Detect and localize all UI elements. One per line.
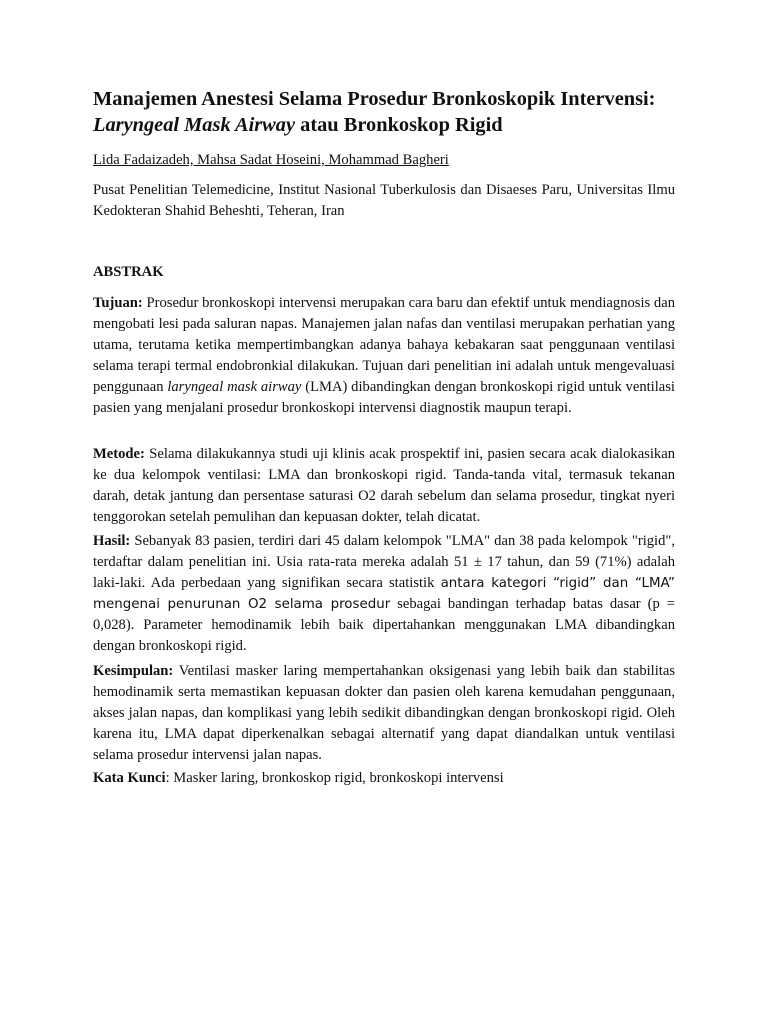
title-line-1: Manajemen Anestesi Selama Prosedur Bronkoskopik Intervensi: (93, 88, 656, 110)
tujuan-text-a: Prosedur bronkoskopi intervensi merupakan cara baru dan efektif untuk mendiagnosis dan mengobati lesi pada saluran napas. Manajemen jalan nafas dan ventilasi merupakan perhatian yang utama, terutama ketika mempertimbangkan adanya bahaya kebakaran saat penggunaan ventilasi selama terapi termal endobronkial dilakukan. Tujuan dari penelitian ini adalah untuk mengevaluasi penggunaan (93, 295, 675, 395)
abstract-metode (93, 444, 675, 528)
keywords-label: Kata Kunci (93, 770, 166, 786)
kesimpulan-text: Ventilasi masker laring mempertahankan oksigenasi yang lebih baik dan stabilitas hemodinamik serta memastikan kepuasan dokter dan pasien oleh karena kemudahan penggunaan, akses jalan napas, dan komplikasi yang lebih sedikit dibandingkan dengan bronkoskopi rigid. Oleh karena itu, LMA dapat diperkenalkan sebagai alternatif yang dapat diandalkan untuk ventilasi selama prosedur intervensi jalan napas. (93, 663, 675, 763)
tujuan-italic: laryngeal mask airway (167, 379, 302, 395)
affiliation: Pusat Penelitian Telemedicine, Institut Nasional Tuberkulosis dan Disaeses Paru, Universitas Ilmu Kedokteran Shahid Beheshti, Teheran, Iran (93, 182, 675, 219)
keywords (93, 768, 675, 789)
metode-text: Selama dilakukannya studi uji klinis acak prospektif ini, pasien secara acak dialokasikan ke dua kelompok ventilasi: LMA dan bronkoskopi rigid. Tanda-tanda vital, termasuk tekanan darah, detak jantung dan persentase saturasi O2 darah sebelum dan selama prosedur, tingkat nyeri tenggorokan setelah pemulihan dan kepuasan dokter, telah dicatat. (93, 446, 675, 525)
metode-label: Metode: (93, 446, 145, 462)
abstract-kesimpulan (93, 661, 675, 766)
keywords-text: : Masker laring, bronkoskop rigid, bronkoskopi intervensi (165, 770, 504, 786)
abstract-hasil (93, 531, 675, 657)
hasil-sans-text: antara kategori “rigid” dan “LMA” mengenai penurunan O2 selama prosedur (93, 576, 675, 612)
hasil-label: Hasil: (93, 533, 131, 549)
tujuan-text-b: (LMA) dibandingkan dengan bronkoskopi rigid untuk ventilasi pasien yang menjalani prosedur bronkoskopi intervensi diagnostik maupun terapi. (93, 379, 675, 416)
title-italic: Laryngeal Mask Airway (93, 114, 296, 136)
abstract-tujuan (93, 293, 675, 419)
paper-title (93, 86, 683, 138)
hasil-text-a: Sebanyak 83 pasien, terdiri dari 45 dalam kelompok "LMA" dan 38 pada kelompok "rigid", terdaftar dalam penelitian ini. Usia rata-rata mereka adalah 51 ± 17 tahun, dan 59 (71%) adalah laki-laki. Ada perbedaan yang signifikan secara statistik (93, 533, 675, 591)
hasil-text-b: sebagai bandingan terhadap batas dasar (p = 0,028). Parameter hemodinamik lebih baik dipertahankan menggunakan LMA dibandingkan dengan bronkoskopi rigid. (93, 596, 675, 654)
author-list: Lida Fadaizadeh, Mahsa Sadat Hoseini, Mohammad Bagheri (93, 152, 449, 168)
tujuan-label: Tujuan: (93, 295, 143, 311)
title-rest: atau Bronkoskop Rigid (295, 114, 503, 136)
kesimpulan-label: Kesimpulan: (93, 663, 174, 679)
abstract-heading: ABSTRAK (93, 264, 164, 280)
